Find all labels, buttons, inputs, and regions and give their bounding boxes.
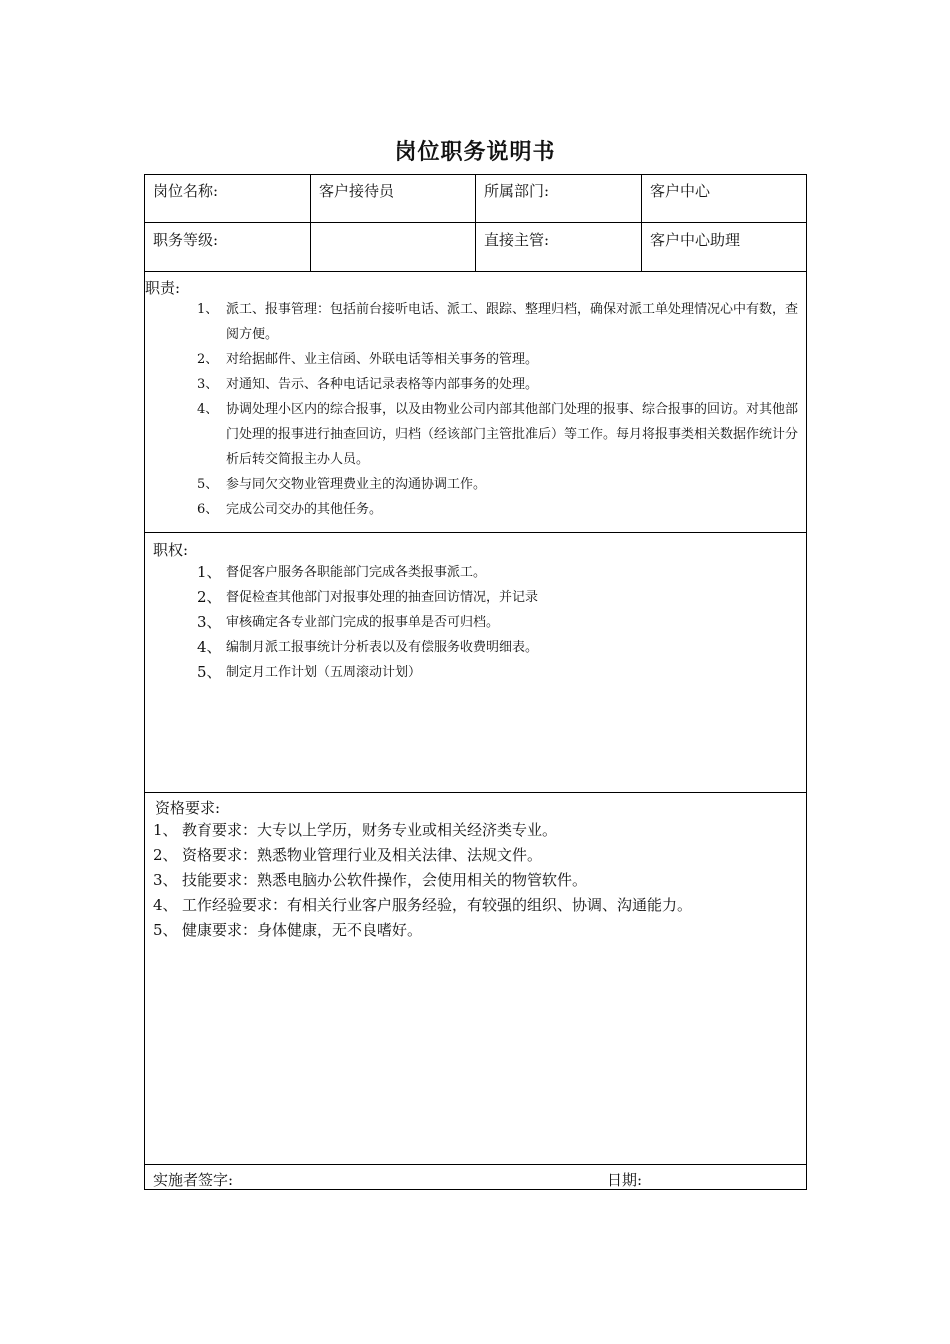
department-label: 所属部门: (484, 182, 550, 200)
department-value: 客户中心 (650, 182, 711, 200)
page-title: 岗位职务说明书 (394, 139, 556, 165)
supervisor-value: 客户中心助理 (650, 231, 741, 249)
position-name-value: 客户接待员 (319, 182, 395, 200)
list-item: 3、 对通知、告示、各种电话记录表格等内部事务的处理。 (197, 377, 539, 392)
list-item: 1、 派工、报事管理：包括前台接听电话、派工、跟踪、整理归档，确保对派工单处理情况心中有数，查阅方便。 (197, 302, 799, 342)
divider (310, 175, 311, 271)
list-item: 1、 教育要求：大专以上学历，财务专业或相关经济类专业。 (153, 821, 558, 839)
authority-list (197, 560, 802, 685)
list-item: 6、 完成公司交办的其他任务。 (197, 502, 383, 517)
divider (145, 792, 806, 793)
list-item: 4、 协调处理小区内的综合报事，以及由物业公司内部其他部门处理的报事、综合报事的回访。对其他部门处理的报事进行抽查回访，归档（经该部门主管批准后）等工作。每月将报事类相关数据作统计分析后转交简报主办人员。 (197, 402, 799, 467)
list-item: 2、 督促检查其他部门对报事处理的抽查回访情况，并记录 (197, 588, 539, 606)
authority-label: 职权: (153, 541, 189, 559)
date-label: 日期: (607, 1171, 643, 1189)
list-item: 4、 编制月派工报事统计分析表以及有偿服务收费明细表。 (197, 638, 539, 656)
duties-label: 职责: (145, 279, 181, 297)
list-item: 2、 资格要求：熟悉物业管理行业及相关法律、法规文件。 (153, 846, 543, 864)
list-item: 5、 健康要求：身体健康，无不良嗜好。 (153, 921, 423, 939)
divider (145, 532, 806, 533)
divider (145, 1164, 806, 1165)
qualifications-label: 资格要求: (155, 799, 221, 817)
divider (641, 175, 642, 271)
list-item: 5、 参与同欠交物业管理费业主的沟通协调工作。 (197, 477, 487, 492)
signature-label: 实施者签字: (153, 1171, 234, 1189)
duties-list (197, 297, 802, 522)
list-item: 3、 审核确定各专业部门完成的报事单是否可归档。 (197, 613, 500, 631)
list-item: 1、 督促客户服务各职能部门完成各类报事派工。 (197, 563, 487, 581)
qualifications-list (153, 818, 798, 943)
grade-label: 职务等级: (153, 231, 219, 249)
list-item: 2、 对给据邮件、业主信函、外联电话等相关事务的管理。 (197, 352, 539, 367)
supervisor-label: 直接主管: (484, 231, 550, 249)
list-item: 5、 制定月工作计划（五周滚动计划） (197, 663, 422, 681)
job-description-form (144, 174, 807, 1190)
list-item: 4、 工作经验要求：有相关行业客户服务经验，有较强的组织、协调、沟通能力。 (153, 896, 693, 914)
list-item: 3、 技能要求：熟悉电脑办公软件操作，会使用相关的物管软件。 (153, 871, 588, 889)
divider (475, 175, 476, 271)
divider (145, 271, 806, 272)
position-name-label: 岗位名称: (153, 182, 219, 200)
